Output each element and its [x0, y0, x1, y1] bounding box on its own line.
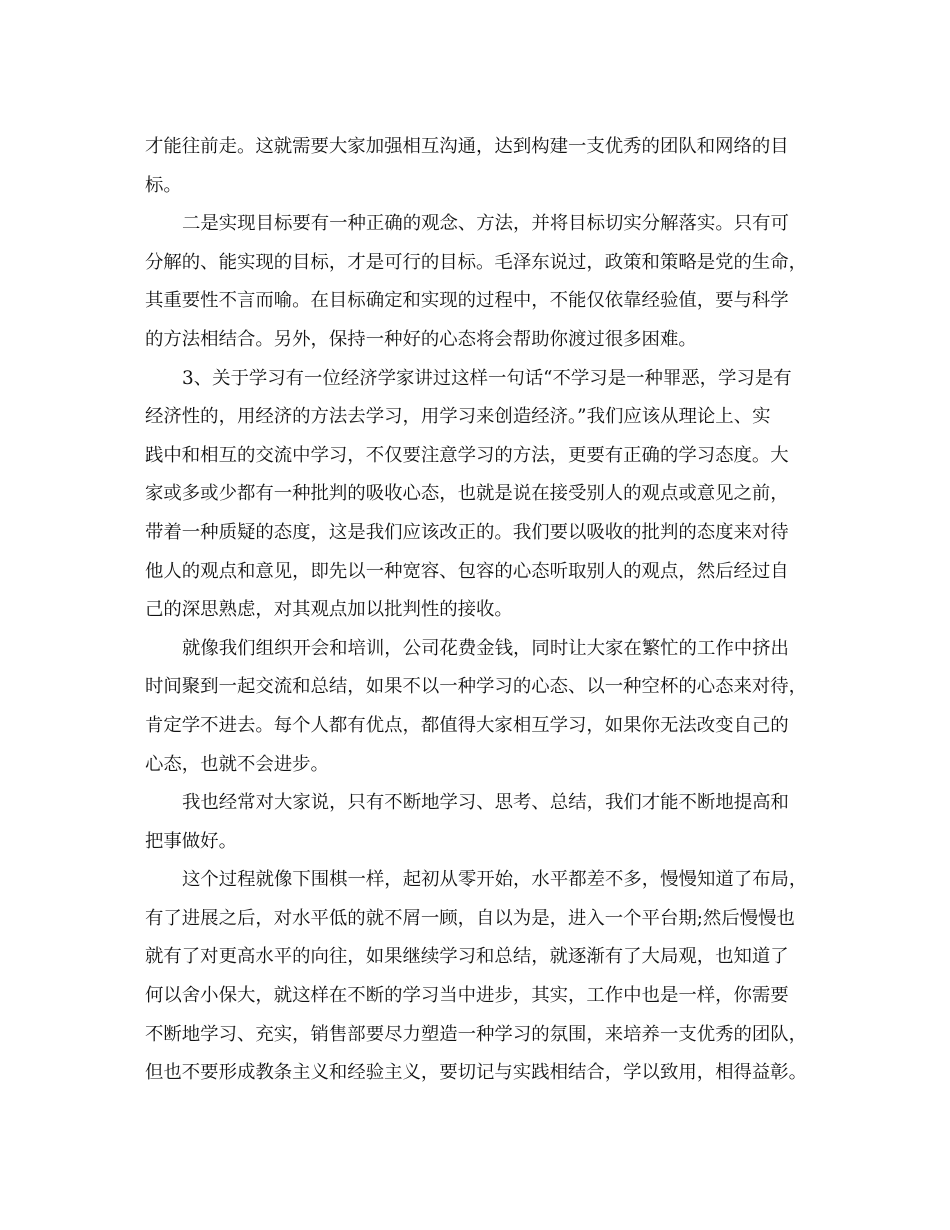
- document-body: [145, 128, 807, 1093]
- text-line: 就有了对更高水平的向往，如果继续学习和总结，就逐渐有了大局观，也知道了: [145, 946, 789, 968]
- text-line: 二是实现目标要有一种正确的观念、方法，并将目标切实分解落实。只有可: [182, 213, 789, 235]
- text-line: 有了进展之后，对水平低的就不屑一顾，自以为是，进入一个平台期;然后慢慢也: [145, 907, 795, 929]
- text-line: 经济性的，用经济的方法去学习，用学习来创造经济。”我们应该从理论上、实: [145, 406, 771, 428]
- text-line: 就像我们组织开会和培训，公司花费金钱，同时让大家在繁忙的工作中挤出: [182, 637, 789, 659]
- text-line: 践中和相互的交流中学习，不仅要注意学习的方法，更要有正确的学习态度。大: [145, 444, 789, 466]
- text-line: 其重要性不言而喻。在目标确定和实现的过程中，不能仅依靠经验值，要与科学: [145, 290, 789, 312]
- text-line: 他人的观点和意见，即先以一种宽容、包容的心态听取别人的观点，然后经过自: [145, 560, 789, 582]
- text-line: 3、关于学习有一位经济学家讲过这样一句话“不学习是一种罪恶，学习是有: [182, 367, 792, 389]
- text-line: 何以舍小保大，就这样在不断的学习当中进步，其实，工作中也是一样，你需要: [145, 985, 789, 1007]
- text-line: 肯定学不进去。每个人都有优点，都值得大家相互学习，如果你无法改变自己的: [145, 714, 789, 736]
- text-line: 己的深思熟虑，对其观点加以批判性的接收。: [145, 599, 513, 621]
- text-line: 家或多或少都有一种批判的吸收心态，也就是说在接受别人的观点或意见之前，: [145, 483, 789, 505]
- text-line: 我也经常对大家说，只有不断地学习、思考、总结，我们才能不断地提高和: [182, 792, 789, 814]
- text-line: 时间聚到一起交流和总结，如果不以一种学习的心态、以一种空杯的心态来对待，: [145, 676, 808, 698]
- text-line: 才能往前走。这就需要大家加强相互沟通，达到构建一支优秀的团队和网络的目: [145, 136, 789, 157]
- text-line: 分解的、能实现的目标，才是可行的目标。毛泽东说过，政策和策略是党的生命，: [145, 251, 808, 273]
- text-line: 带着一种质疑的态度，这是我们应该改正的。我们要以吸收的批判的态度来对待: [145, 521, 789, 543]
- text-line: 心态，也就不会进步。: [145, 753, 329, 775]
- text-line: 的方法相结合。另外，保持一种好的心态将会帮助你渡过很多困难。: [145, 328, 697, 350]
- text-line: 但也不要形成教条主义和经验主义，要切记与实践相结合，学以致用，相得益彰。: [145, 1062, 808, 1084]
- text-line: 把事做好。: [145, 830, 237, 852]
- text-line: 不断地学习、充实，销售部要尽力塑造一种学习的氛围，来培养一支优秀的团队，: [145, 1023, 808, 1045]
- text-line: 标。: [145, 174, 182, 196]
- text-line: 这个过程就像下围棋一样，起初从零开始，水平都差不多，慢慢知道了布局，: [182, 869, 808, 891]
